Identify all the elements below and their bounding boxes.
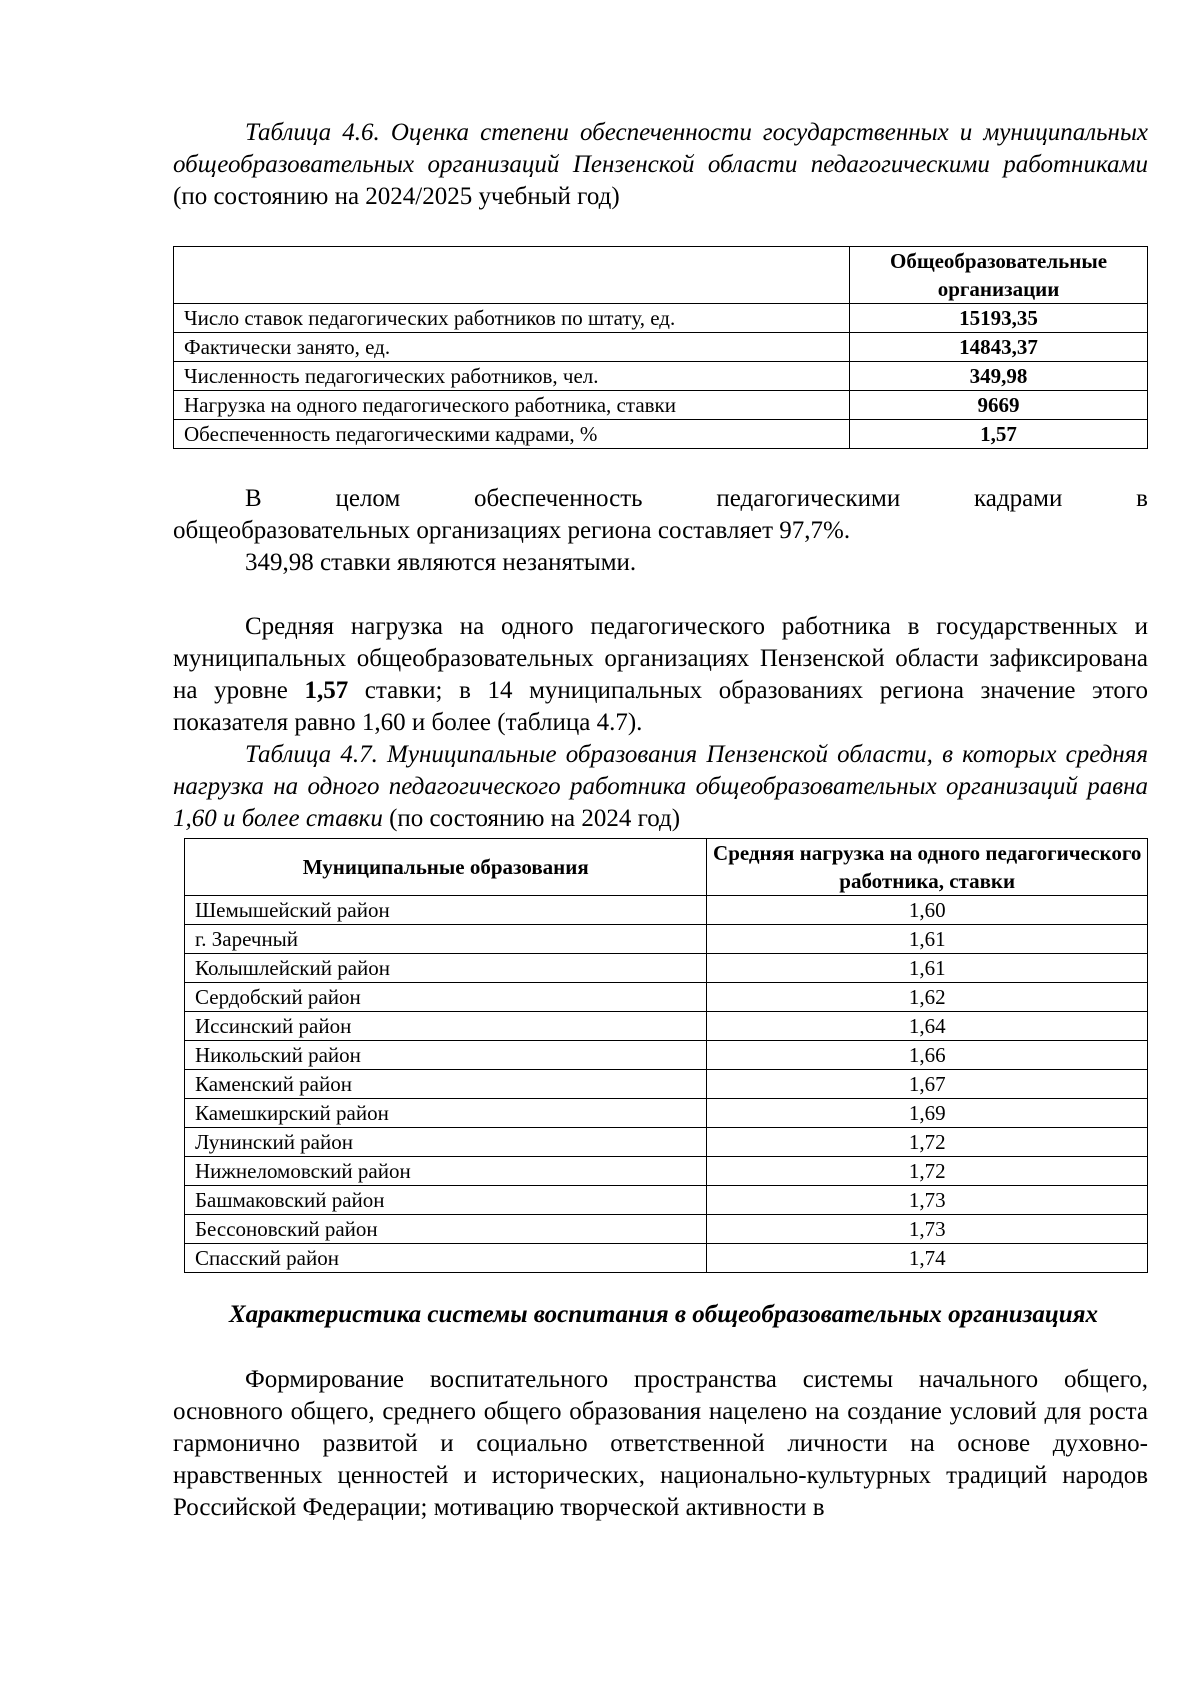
average-load-value: 1,60 bbox=[707, 896, 1148, 925]
table-row bbox=[174, 362, 1148, 391]
municipality-name: Сердобский район bbox=[185, 983, 707, 1012]
municipality-name: Иссинский район bbox=[185, 1012, 707, 1041]
average-load-value: 1,66 bbox=[707, 1041, 1148, 1070]
table-4-7-caption-suffix: (по состоянию на 2024 год) bbox=[382, 805, 681, 832]
table-4-6-caption bbox=[173, 117, 1148, 213]
row-value: 1,57 bbox=[850, 420, 1148, 449]
paragraph-2 bbox=[173, 611, 1148, 739]
table-row bbox=[185, 983, 1148, 1012]
municipality-name: Шемышейский район bbox=[185, 896, 707, 925]
word: кадрами bbox=[973, 485, 1063, 512]
paragraph-2-bold-value: 1,57 bbox=[304, 677, 349, 704]
table-row bbox=[185, 1186, 1148, 1215]
table-row bbox=[174, 391, 1148, 420]
municipality-name: Колышлейский район bbox=[185, 954, 707, 983]
section-heading-text: Характеристика системы воспитания в общеобразовательных организациях bbox=[229, 1301, 1099, 1328]
table-row bbox=[185, 1157, 1148, 1186]
section-body bbox=[173, 1364, 1148, 1524]
table-row bbox=[185, 1244, 1148, 1273]
word: целом bbox=[335, 485, 401, 512]
word: педагогическими bbox=[716, 485, 901, 512]
table-row bbox=[185, 1041, 1148, 1070]
row-label: Число ставок педагогических работников по штату, ед. bbox=[174, 304, 850, 333]
average-load-value: 1,74 bbox=[707, 1244, 1148, 1273]
paragraph-1-line-3 bbox=[173, 547, 1148, 579]
table-row bbox=[185, 925, 1148, 954]
word: В bbox=[245, 485, 262, 512]
table-row bbox=[185, 954, 1148, 983]
table-4-7-caption-label: Таблица 4.7. Муниципальные образования Пензенской области, в которых средняя нагрузка на одного педагогического работника общеобразовательных организаций равна 1,60 и более ставки bbox=[173, 741, 1148, 832]
municipality-name: Никольский район bbox=[185, 1041, 707, 1070]
average-load-value: 1,64 bbox=[707, 1012, 1148, 1041]
table-row bbox=[185, 1070, 1148, 1099]
row-label: Фактически занято, ед. bbox=[174, 333, 850, 362]
average-load-value: 1,69 bbox=[707, 1099, 1148, 1128]
word: в bbox=[1136, 485, 1148, 512]
paragraph-1-line-1 bbox=[245, 483, 1148, 515]
table-4-6-caption-label: Таблица 4.6. Оценка степени обеспеченности государственных и муниципальных общеобразовательных организаций Пензенской области педагогическими работниками bbox=[173, 119, 1148, 178]
municipality-name: Камешкирский район bbox=[185, 1099, 707, 1128]
table-4-7 bbox=[184, 838, 1148, 1273]
average-load-value: 1,67 bbox=[707, 1070, 1148, 1099]
paragraph-2-text-after: ставки; в 14 муниципальных образованиях региона значение этого показателя равно 1,60 и более (таблица 4.7). bbox=[173, 677, 1148, 736]
table-4-7-header-row bbox=[185, 839, 1148, 896]
paragraph-2-text: Средняя нагрузка на одного педагогического работника в государственных и муниципальных общеобразовательных организациях Пензенской области зафиксирована на уровне bbox=[173, 613, 1148, 704]
table-row bbox=[174, 333, 1148, 362]
average-load-value: 1,61 bbox=[707, 925, 1148, 954]
table-4-7-col-municipalities: Муниципальные образования bbox=[185, 839, 707, 896]
average-load-value: 1,62 bbox=[707, 983, 1148, 1012]
row-label: Численность педагогических работников, чел. bbox=[174, 362, 850, 391]
row-label: Нагрузка на одного педагогического работника, ставки bbox=[174, 391, 850, 420]
table-row bbox=[185, 1128, 1148, 1157]
table-4-6-caption-suffix: (по состоянию на 2024/2025 учебный год) bbox=[173, 183, 620, 210]
row-value: 9669 bbox=[850, 391, 1148, 420]
table-4-6 bbox=[173, 246, 1148, 449]
row-value: 349,98 bbox=[850, 362, 1148, 391]
table-row bbox=[185, 1012, 1148, 1041]
table-row bbox=[185, 896, 1148, 925]
section-heading bbox=[173, 1299, 1148, 1331]
average-load-value: 1,73 bbox=[707, 1186, 1148, 1215]
average-load-value: 1,73 bbox=[707, 1215, 1148, 1244]
municipality-name: Башмаковский район bbox=[185, 1186, 707, 1215]
municipality-name: Бессоновский район bbox=[185, 1215, 707, 1244]
table-4-7-body bbox=[185, 896, 1148, 1273]
table-row bbox=[185, 1215, 1148, 1244]
municipality-name: г. Заречный bbox=[185, 925, 707, 954]
section-body-text: Формирование воспитательного пространства системы начального общего, основного общего, среднего общего образования нацелено на создание условий для роста гармонично развитой и социально ответственной личности на основе духовно-нравственных ценностей и исторических, национально-культурных традиций народов Российской Федерации; мотивацию творческой активности в bbox=[173, 1366, 1148, 1521]
municipality-name: Нижнеломовский район bbox=[185, 1157, 707, 1186]
table-4-6-header: Общеобразовательные организации bbox=[850, 247, 1148, 304]
table-4-7-col-load: Средняя нагрузка на одного педагогического работника, ставки bbox=[707, 839, 1148, 896]
table-4-6-empty-header bbox=[174, 247, 850, 304]
average-load-value: 1,61 bbox=[707, 954, 1148, 983]
table-row bbox=[174, 420, 1148, 449]
row-value: 15193,35 bbox=[850, 304, 1148, 333]
municipality-name: Лунинский район bbox=[185, 1128, 707, 1157]
unfilled-rates-text: 349,98 ставки являются незанятыми. bbox=[245, 549, 637, 576]
row-label: Обеспеченность педагогическими кадрами, % bbox=[174, 420, 850, 449]
municipality-name: Каменский район bbox=[185, 1070, 707, 1099]
row-value: 14843,37 bbox=[850, 333, 1148, 362]
table-row bbox=[185, 1099, 1148, 1128]
average-load-value: 1,72 bbox=[707, 1157, 1148, 1186]
table-4-6-header-row bbox=[174, 247, 1148, 304]
table-4-7-caption bbox=[173, 739, 1148, 835]
average-load-value: 1,72 bbox=[707, 1128, 1148, 1157]
municipality-name: Спасский район bbox=[185, 1244, 707, 1273]
table-row bbox=[174, 304, 1148, 333]
word: обеспеченность bbox=[474, 485, 643, 512]
paragraph-1-line-2: общеобразовательных организациях региона составляет 97,7%. bbox=[173, 517, 851, 544]
